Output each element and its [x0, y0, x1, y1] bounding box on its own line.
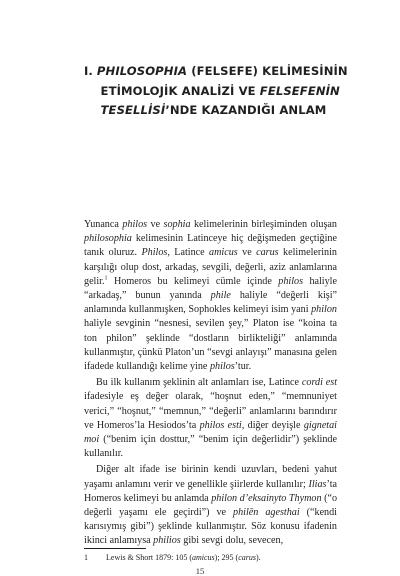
footnote: 1 Lewis & Short 1879: 105 (amicus); 295 (carus).: [84, 553, 261, 562]
heading-term: TESELLİSİ: [100, 103, 166, 117]
heading-text: ETİMOLOJİK ANALİZİ VE: [100, 83, 260, 98]
page-number: 15: [195, 566, 205, 576]
footnote-number: 1: [84, 553, 88, 562]
heading-line-3: [84, 101, 334, 121]
paragraph-3: Diğer alt ifade ise birinin kendi uzuvları, bedeni yahut yaşamı anlamını verir ve genellikle şiirlerde kullanılır; Ilias’ta Homeros kelimeyi bu anlamda philon d’eksainyto Thymon (“o değerli yaşamı ele geçirdi”) ve philēn agesthai (“kendi karısıymış gibi”) şeklinde kullanmıştır. Söz konusu ifadenin ikinci anlamıysa philios gibi sevgi dolu, sevecen,: [84, 464, 338, 547]
chapter-number: I.: [84, 64, 93, 78]
paragraph-2: Bu ilk kullanım şeklinin alt anlamları ise, Latince cordi est ifadesiyle eş değer olarak, “hoşnut eden,” “memnuniyet verici,” “hoşnut,” “memnun,” “değerli” anlamlarını barındırır ve Homeros’la Hesiodos’ta philos esti, diğer deyişle gignetai moi (“benim için dosttur,” “benim için değerlidir”) şeklinde kullanılır.: [84, 377, 338, 460]
heading-text: (FELSEFE) KELİMESİNİN: [187, 64, 348, 78]
paragraph-1: Yunanca philos ve sophia kelimelerinin birleşiminden oluşan philosophia kelimesinin Latinceye hiç değişmeden geçtiğine tanık oluruz. Philos, Latince amicus ve carus kelimelerinin karşılığı olup dost, arkadaş, sevgili, değerli, aziz anlamlarına gelir.$^1$ Homeros bu kelimeyi cümle içinde philos haliyle “arkadaş,” bunun yanında phile haliyle “değerli kişi” anlamında kullanmışken, Sophokles kelimeyi isim yani philon haliyle sevginin “nesnesi, sevilen şey,” Platon ise “koina ta ton philon” şeklinde “dostların birlikteliği” anlamında kullanmıştır, çünkü Platon’un “sevgi anlayışı” manasına gelen ifadede kullandığı kelime yine philos’tur.: [84, 219, 337, 373]
footnote-reference[interactable]: 1: [104, 275, 108, 282]
heading-term: FELSEFENİN: [259, 83, 340, 98]
heading-text: ’NDE KAZANDIĞI ANLAM: [165, 103, 327, 117]
footnote-divider: [84, 548, 146, 549]
heading-term-philosophia: PHILOSOPHIA: [96, 64, 188, 78]
heading-line-2: [84, 82, 340, 102]
chapter-heading: [84, 62, 348, 121]
heading-line-1: [84, 62, 348, 82]
body-text: [84, 218, 337, 549]
